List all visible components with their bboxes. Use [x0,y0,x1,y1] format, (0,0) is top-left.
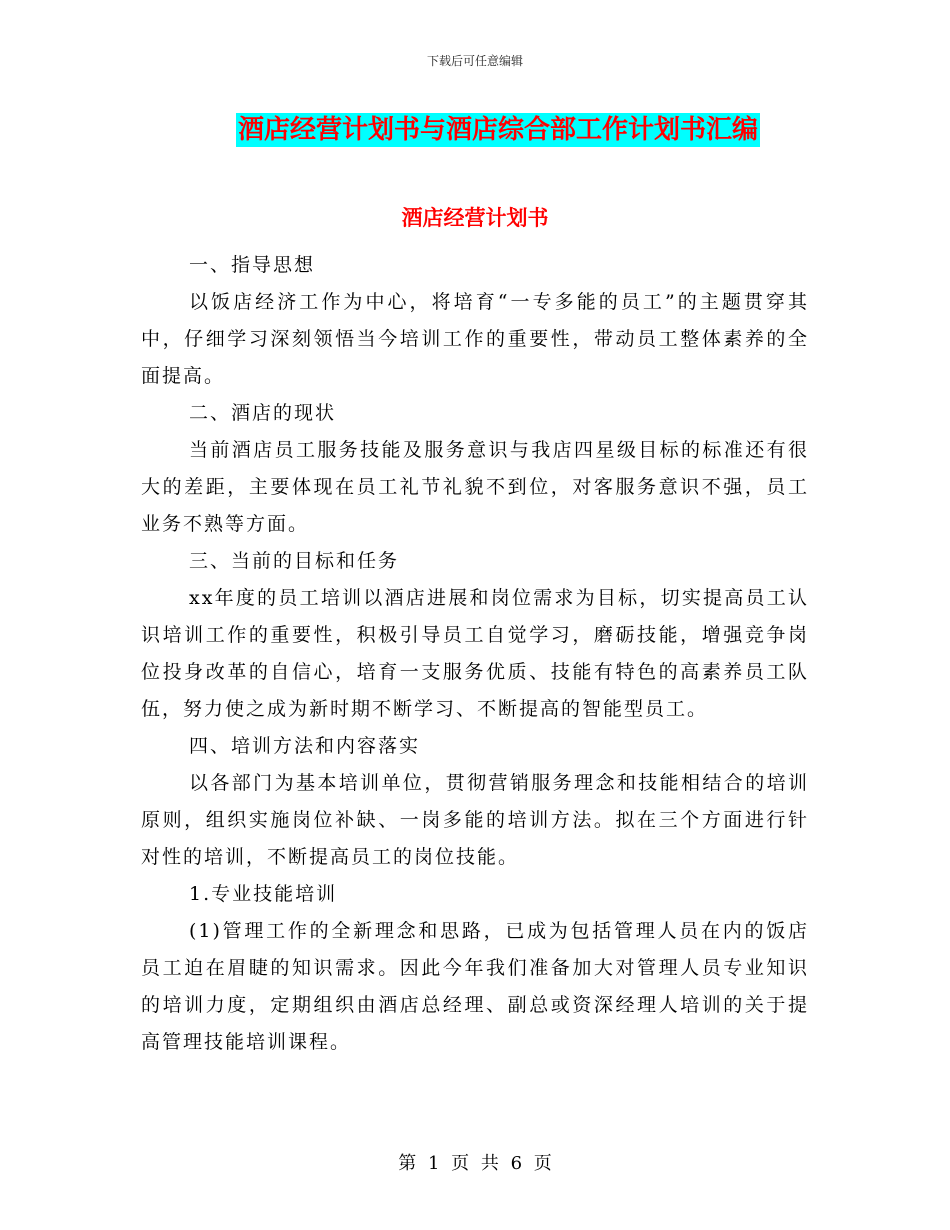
paragraph-goals-tasks: xx年度的员工培训以酒店进展和岗位需求为目标，切实提高员工认识培训工作的重要性，积极引导员工自觉学习，磨砺技能，增强竞争岗位投身改革的自信心，培育一支服务优质、技能有特色的高素养员工队伍，努力使之成为新时期不断学习、不断提高的智能型员工。 [141,587,809,720]
document-body [141,247,809,1061]
heading-goals-tasks: 三、当前的目标和任务 [189,550,400,572]
page-number-footer: 第 1 页 共 6 页 [398,1153,552,1174]
heading-guiding-ideology: 一、指导思想 [189,254,316,276]
document-main-title: 酒店经营计划书与酒店综合部工作计划书汇编 [237,115,758,145]
main-title-container [0,113,950,147]
paragraph-current-status: 当前酒店员工服务技能及服务意识与我店四星级目标的标准还有很大的差距，主要体现在员工礼节礼貌不到位，对客服务意识不强，员工业务不熟等方面。 [141,439,809,535]
paragraph-training-methods: 以各部门为基本培训单位，贯彻营销服务理念和技能相结合的培训原则，组织实施岗位补缺、一岗多能的培训方法。拟在三个方面进行针对性的培训，不断提高员工的岗位技能。 [141,772,809,868]
page-header-note: 下载后可任意编辑 [426,54,523,68]
paragraph-management-training: (1)管理工作的全新理念和思路，已成为包括管理人员在内的饭店员工迫在眉睫的知识需求。因此今年我们准备加大对管理人员专业知识的培训力度，定期组织由酒店总经理、副总或资深经理人培训的关于提高管理技能培训课程。 [141,920,809,1053]
paragraph-guiding-ideology: 以饭店经济工作为中心，将培育“一专多能的员工”的主题贯穿其中，仔细学习深刻领悟当今培训工作的重要性，带动员工整体素养的全面提高。 [141,291,809,387]
heading-professional-skills: 1.专业技能培训 [189,883,338,905]
heading-training-methods: 四、培训方法和内容落实 [189,735,421,757]
section-title: 酒店经营计划书 [401,205,549,230]
heading-current-status: 二、酒店的现状 [189,402,337,424]
